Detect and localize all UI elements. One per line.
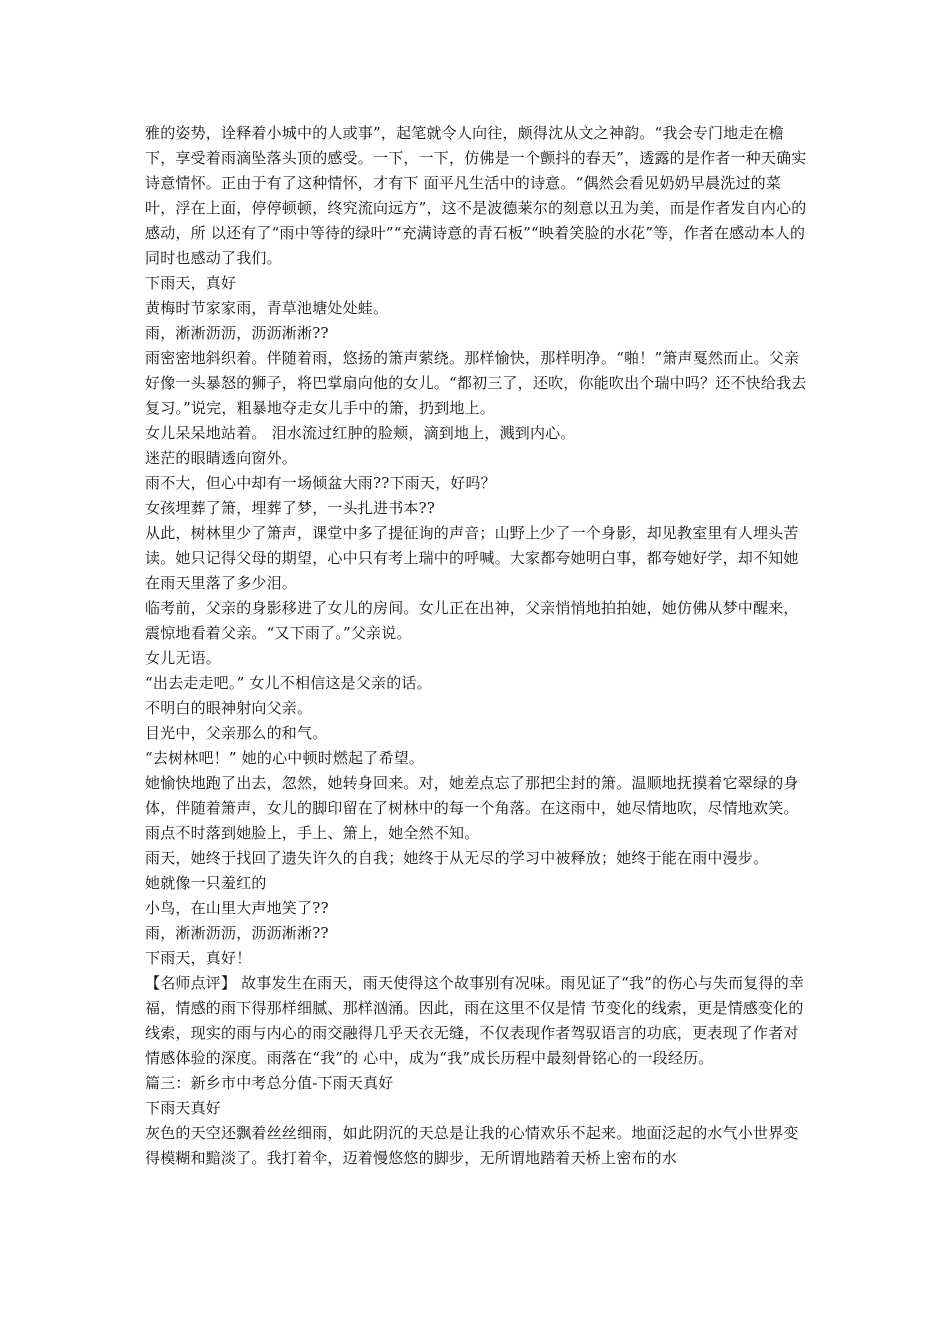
paragraph: 不明白的眼神射向父亲。 — [145, 699, 313, 717]
paragraph: 雅的姿势，诠释着小城中的人或事”，起笔就令人向往，颇得沈从文之神韵。“我会专门地走在檐下，享受着雨滴坠落头顶的感受。一下，一下，仿佛是一个颤抖的春天”，透露的是作者一种天确实诗意情怀。正由于有了这种情怀，才有下 面平凡生活中的诗意。“偶然会看见奶奶早晨洗过的菜叶，浮在上面，停停顿顿，终究流向远方”，这不是波德莱尔的刻意以丑为美，而是作者发自内心的感动，所 以还有了“雨中等待的绿叶”“充满诗意的青石板”“映着笑脸的水花”等，作者在感动本人的同时也感动了我们。 — [145, 124, 807, 267]
paragraph: 灰色的天空还飘着丝丝细雨，如此阴沉的天总是让我的心情欢乐不起来。地面泛起的水气小世界变得模糊和黯淡了。我打着伞，迈着慢悠悠的脚步，无所谓地踏着天桥上密布的水 — [145, 1124, 799, 1167]
paragraph: 篇三：新乡市中考总分值-下雨天真好 — [145, 1074, 394, 1092]
paragraph: 她就像一只羞红的 — [145, 874, 267, 892]
paragraph: 雨密密地斜织着。伴随着雨，悠扬的箫声萦绕。那样愉快，那样明净。“啪！”箫声戛然而止。父亲好像一头暴怒的狮子，将巴掌扇向他的女儿。“都初三了，还吹，你能吹出个瑞中吗？还不快给我去复习。”说完，粗暴地夺走女儿手中的箫，扔到地上。 — [145, 349, 807, 417]
paragraph: 小鸟，在山里大声地笑了?? — [145, 899, 329, 917]
paragraph: 迷茫的眼睛透向窗外。 — [145, 449, 298, 467]
paragraph: 雨，淅淅沥沥，沥沥淅淅?? — [145, 324, 329, 342]
paragraph: 目光中，父亲那么的和气。 — [145, 724, 328, 742]
paragraph: 从此，树林里少了箫声，课堂中多了提征询的声音；山野上少了一个身影，却见教室里有人埋头苦读。她只记得父母的期望，心中只有考上瑞中的呼喊。大家都夸她明白事，都夸她好学，却不知她在雨天里落了多少泪。 — [145, 524, 799, 592]
paragraph: 她愉快地跑了出去，忽然，她转身回来。对，她差点忘了那把尘封的箫。温顺地抚摸着它翠绿的身体，伴随着箫声，女儿的脚印留在了树林中的每一个角落。在这雨中，她尽情地吹，尽情地欢笑。雨点不时落到她脸上，手上、箫上，她全然不知。 — [145, 774, 799, 842]
paragraph: 女儿呆呆地站着。 泪水流过红肿的脸颊，滴到地上，溅到内心。 — [145, 424, 576, 442]
document-body — [145, 121, 810, 1171]
paragraph: 临考前，父亲的身影移进了女儿的房间。女儿正在出神，父亲悄悄地拍拍她，她仿佛从梦中醒来，震惊地看着父亲。“又下雨了。”父亲说。 — [145, 599, 799, 642]
paragraph: 女孩埋葬了箫，埋葬了梦，一头扎进书本?? — [145, 499, 436, 517]
paragraph: 黄梅时节家家雨，青草池塘处处蛙。 — [145, 299, 389, 317]
paragraph: 雨，淅淅沥沥，沥沥淅淅?? — [145, 924, 329, 942]
paragraph: 下雨天，真好 — [145, 274, 237, 292]
paragraph: “去树林吧！” 她的心中顿时燃起了希望。 — [145, 749, 425, 767]
paragraph: “出去走走吧。” 女儿不相信这是父亲的话。 — [145, 674, 432, 692]
paragraph: 【名师点评】 故事发生在雨天，雨天使得这个故事别有况味。雨见证了“我”的伤心与失而复得的幸福，情感的雨下得那样细腻、那样汹涌。因此，雨在这里不仅是情 节变化的线索，更是情感变化的线索，现实的雨与内心的雨交融得几乎天衣无缝，不仅表现作者驾驭语言的功底，更表现了作者对情感体验的深度。雨落在“我”的 心中，成为“我”成长历程中最刻骨铭心的一段经历。 — [145, 974, 805, 1067]
paragraph: 雨不大，但心中却有一场倾盆大雨??下雨天，好吗？ — [145, 474, 496, 492]
paragraph: 下雨天，真好！ — [145, 949, 252, 967]
paragraph: 雨天，她终于找回了遗失许久的自我；她终于从无尽的学习中被释放；她终于能在雨中漫步。 — [145, 849, 769, 867]
paragraph: 女儿无语。 — [145, 649, 222, 667]
paragraph: 下雨天真好 — [145, 1099, 222, 1117]
